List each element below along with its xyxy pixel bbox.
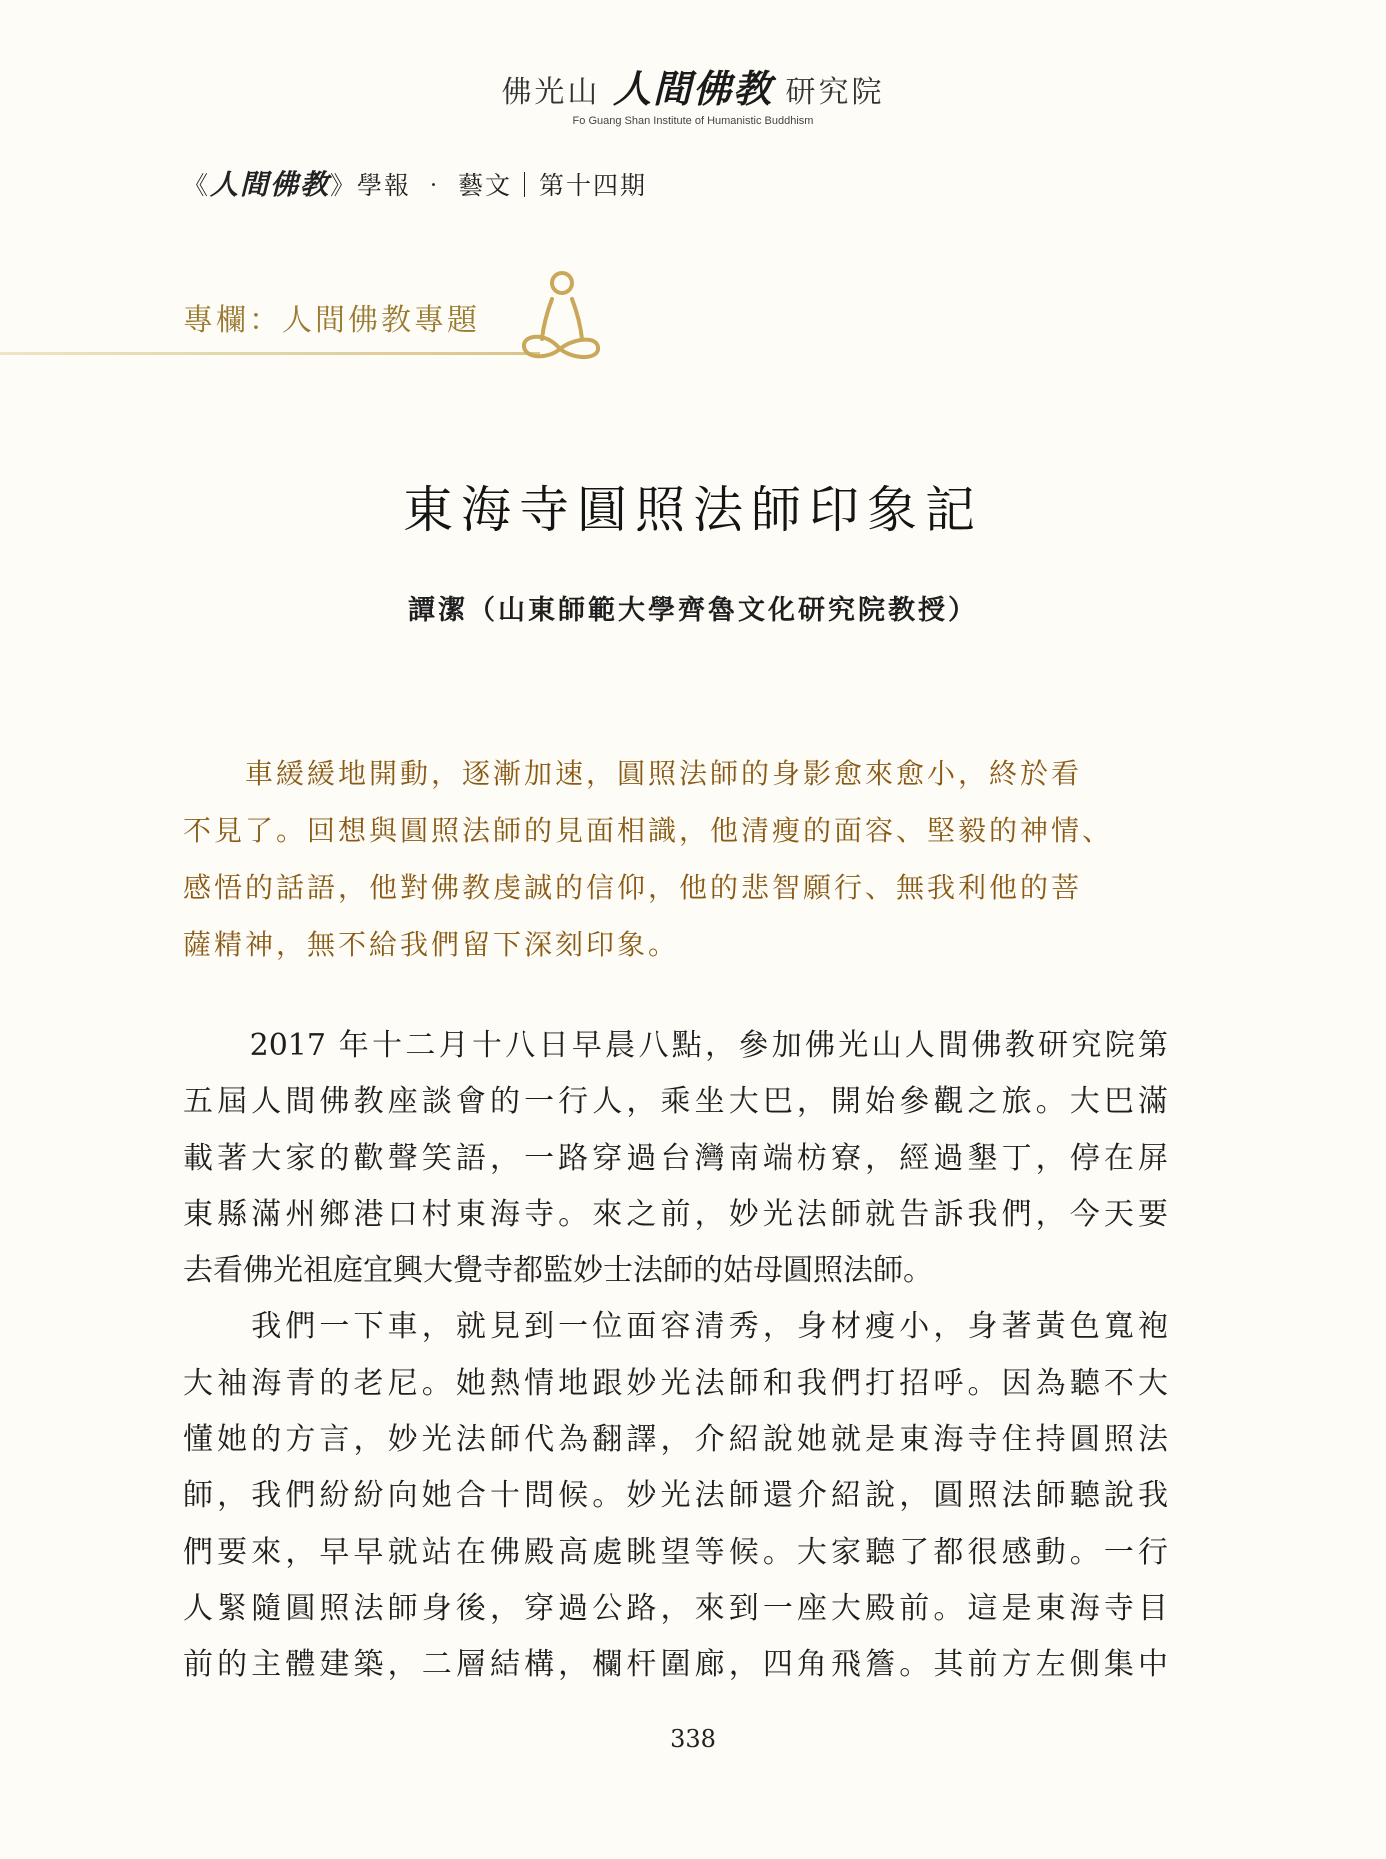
body-line: 大袖海青的老尼。她熱情地跟妙光法師和我們打招呼。因為聽不大 (183, 1365, 1168, 1401)
page-number: 338 (670, 1725, 716, 1753)
abstract-line: 薩精神，無不給我們留下深刻印象。 (183, 928, 680, 961)
body-line: 人緊隨圓照法師身後，穿過公路，來到一座大殿前。這是東海寺目 (183, 1590, 1168, 1626)
abstract-line: 感悟的話語，他對佛教虔誠的信仰，他的悲智願行、無我利他的菩 (183, 871, 1083, 904)
journal-header (183, 163, 647, 203)
institute-name (0, 58, 1386, 113)
body-line: 師，我們紛紛向她合十問候。妙光法師還介紹說，圓照法師聽說我 (183, 1478, 1168, 1514)
column-label: 專欄：人間佛教專題 (183, 303, 480, 338)
institute-header (0, 58, 1386, 127)
body-line: 東縣滿州鄉港口村東海寺。來之前，妙光法師就告訴我們，今天要 (183, 1196, 1168, 1232)
journal-brand-logotype: 人間佛教 (210, 168, 331, 201)
body-line: 載著大家的歡聲笑語，一路穿過台灣南端枋寮，經過墾丁，停在屏 (183, 1140, 1168, 1176)
body-line: 前的主體建築，二層結構，欄杆圍廊，四角飛簷。其前方左側集中 (183, 1647, 1168, 1683)
institute-english-name: Fo Guang Shan Institute of Humanistic Buddhism (572, 115, 814, 127)
article-body (183, 1018, 1168, 1694)
article-abstract (183, 745, 1168, 973)
institute-brand-logotype: 人間佛教 (612, 66, 773, 111)
institute-prefix: 佛光山 (501, 75, 601, 110)
meditating-buddha-icon (516, 265, 606, 365)
body-line: 們要來，早早就站在佛殿高處眺望等候。大家聽了都很感動。一行 (183, 1534, 1168, 1570)
institute-suffix: 研究院 (785, 75, 885, 110)
column-divider (0, 352, 540, 355)
journal-issue: 學報 ‧ 藝文｜第十四期 (357, 171, 647, 200)
body-line: 2017 年十二月十八日早晨八點，參加佛光山人間佛教研究院第 (183, 1028, 1168, 1063)
body-line: 我們一下車，就見到一位面容清秀，身材瘦小，身著黃色寬袍 (183, 1309, 1168, 1345)
body-line: 懂她的方言，妙光法師代為翻譯，介紹說她就是東海寺住持圓照法 (183, 1422, 1168, 1458)
body-line: 五屆人間佛教座談會的一行人，乘坐大巴，開始參觀之旅。大巴滿 (183, 1084, 1168, 1120)
abstract-line: 車緩緩地開動，逐漸加速，圓照法師的身影愈來愈小，終於看 (183, 757, 1083, 790)
body-line: 去看佛光祖庭宜興大覺寺都監妙士法師的姑母圓照法師。 (183, 1253, 933, 1289)
journal-open-bracket: 《 (183, 171, 211, 200)
abstract-line: 不見了。回想與圓照法師的見面相識，他清瘦的面容、堅毅的神情、 (183, 814, 1114, 847)
journal-close-bracket: 》 (330, 171, 358, 200)
article-title: 東海寺圓照法師印象記 (403, 481, 983, 539)
article-author: 譚潔（山東師範大學齊魯文化研究院教授） (408, 595, 978, 626)
